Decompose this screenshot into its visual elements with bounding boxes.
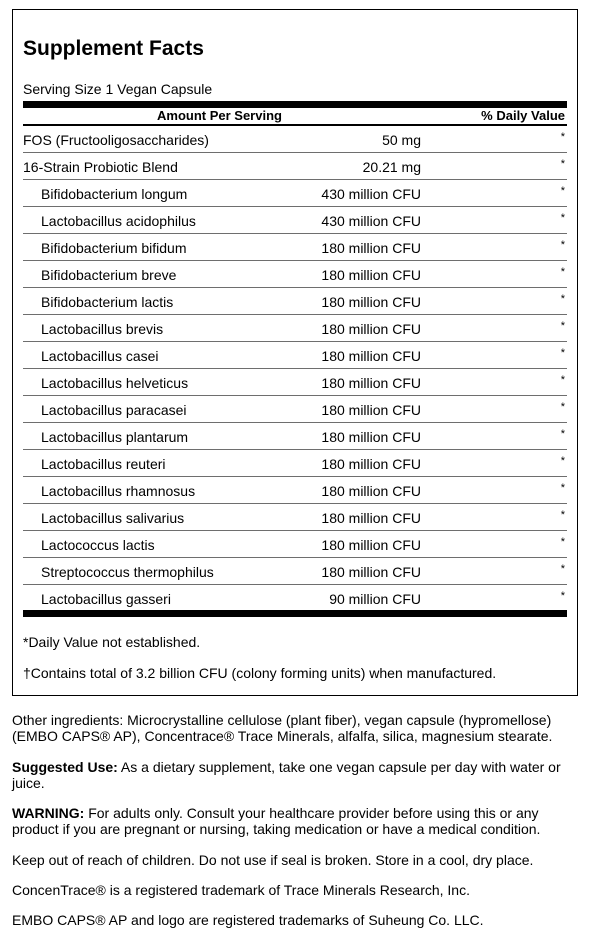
table-row xyxy=(23,234,567,261)
row-amount: 90 million CFU xyxy=(329,591,421,607)
row-ingredient-name: Bifidobacterium bifidum xyxy=(41,240,187,256)
row-ingredient-name: FOS (Fructooligosaccharides) xyxy=(23,132,209,148)
panel-title: Supplement Facts xyxy=(23,37,204,60)
row-daily-value: * xyxy=(560,536,565,548)
other-ingredients: Other ingredients: Microcrystalline cellulose (plant fiber), vegan capsule (hypromellose) (EMBO CAPS® AP), Concentrace® Trace Minerals, alfalfa, silica, magnesium stearate. xyxy=(12,712,553,744)
table-row xyxy=(23,450,567,477)
table-row xyxy=(23,207,567,234)
row-daily-value: * xyxy=(560,347,565,359)
row-ingredient-name: Lactobacillus rhamnosus xyxy=(41,483,196,499)
row-daily-value: * xyxy=(560,590,565,602)
table-row xyxy=(23,153,567,180)
row-daily-value: * xyxy=(560,401,565,413)
row-ingredient-name: Bifidobacterium breve xyxy=(41,267,177,283)
trademark-concentrace: ConcenTrace® is a registered trademark of Trace Minerals Research, Inc. xyxy=(12,882,470,898)
row-daily-value: * xyxy=(560,131,565,143)
row-amount: 180 million CFU xyxy=(321,240,421,256)
storage-instructions: Keep out of reach of children. Do not use if seal is broken. Store in a cool, dry place. xyxy=(12,852,534,868)
row-daily-value: * xyxy=(560,428,565,440)
trademark-embo: EMBO CAPS® AP and logo are registered trademarks of Suheung Co. LLC. xyxy=(12,912,484,928)
row-ingredient-name: Lactobacillus acidophilus xyxy=(41,213,196,229)
row-ingredient-name: Bifidobacterium longum xyxy=(41,186,188,202)
warning xyxy=(12,805,584,837)
row-ingredient-name: Lactobacillus salivarius xyxy=(41,510,185,526)
row-amount: 20.21 mg xyxy=(362,159,421,175)
row-amount: 180 million CFU xyxy=(321,294,421,310)
table-row xyxy=(23,288,567,315)
thick-divider-bottom xyxy=(23,610,567,617)
suggested-use xyxy=(12,759,584,791)
row-ingredient-name: Lactobacillus paracasei xyxy=(41,402,187,418)
row-amount: 180 million CFU xyxy=(321,402,421,418)
row-amount: 430 million CFU xyxy=(321,186,421,202)
row-daily-value: * xyxy=(560,293,565,305)
row-ingredient-name: Lactobacillus reuteri xyxy=(41,456,166,472)
row-daily-value: * xyxy=(560,509,565,521)
row-amount: 430 million CFU xyxy=(321,213,421,229)
warning-text: For adults only. Consult your healthcare provider before using this or any product if you are pregnant or nursing, taking medication or have a medical condition. xyxy=(12,805,541,837)
row-daily-value: * xyxy=(560,266,565,278)
row-amount: 50 mg xyxy=(382,132,421,148)
row-amount: 180 million CFU xyxy=(321,537,421,553)
row-ingredient-name: Lactobacillus gasseri xyxy=(41,591,171,607)
row-ingredient-name: Lactococcus lactis xyxy=(41,537,155,553)
row-amount: 180 million CFU xyxy=(321,564,421,580)
row-daily-value: * xyxy=(560,482,565,494)
table-row xyxy=(23,261,567,288)
table-row xyxy=(23,477,567,504)
row-ingredient-name: Streptococcus thermophilus xyxy=(41,564,214,580)
header-daily-value: % Daily Value xyxy=(481,108,565,123)
row-ingredient-name: Lactobacillus casei xyxy=(41,348,159,364)
table-row xyxy=(23,342,567,369)
row-ingredient-name: Lactobacillus helveticus xyxy=(41,375,189,391)
header-amount-per-serving: Amount Per Serving xyxy=(157,108,282,123)
table-row xyxy=(23,369,567,396)
table-row xyxy=(23,531,567,558)
table-row xyxy=(23,315,567,342)
table-row xyxy=(23,558,567,585)
row-ingredient-name: Bifidobacterium lactis xyxy=(41,294,174,310)
suggested-use-label: Suggested Use: xyxy=(12,759,118,775)
row-amount: 180 million CFU xyxy=(321,510,421,526)
facts-table xyxy=(23,126,567,612)
table-row xyxy=(23,180,567,207)
row-daily-value: * xyxy=(560,185,565,197)
serving-size: Serving Size 1 Vegan Capsule xyxy=(23,81,213,97)
footnote-cfu: †Contains total of 3.2 billion CFU (colony forming units) when manufactured. xyxy=(23,665,497,681)
table-row xyxy=(23,423,567,450)
table-row xyxy=(23,396,567,423)
row-ingredient-name: 16-Strain Probiotic Blend xyxy=(23,159,178,175)
footnote-daily-value: *Daily Value not established. xyxy=(23,634,201,650)
row-daily-value: * xyxy=(560,320,565,332)
suggested-use-text: As a dietary supplement, take one vegan capsule per day with water or juice. xyxy=(12,759,561,791)
row-amount: 180 million CFU xyxy=(321,267,421,283)
row-daily-value: * xyxy=(560,563,565,575)
row-daily-value: * xyxy=(560,212,565,224)
row-ingredient-name: Lactobacillus plantarum xyxy=(41,429,189,445)
row-amount: 180 million CFU xyxy=(321,375,421,391)
row-amount: 180 million CFU xyxy=(321,321,421,337)
supplement-facts-panel xyxy=(12,9,578,696)
table-row xyxy=(23,126,567,153)
thick-divider-top xyxy=(23,101,567,108)
table-header xyxy=(23,108,567,124)
warning-label: WARNING: xyxy=(12,805,85,821)
table-row xyxy=(23,504,567,531)
row-daily-value: * xyxy=(560,239,565,251)
row-daily-value: * xyxy=(560,374,565,386)
table-row xyxy=(23,585,567,612)
row-daily-value: * xyxy=(560,455,565,467)
row-ingredient-name: Lactobacillus brevis xyxy=(41,321,164,337)
row-amount: 180 million CFU xyxy=(321,483,421,499)
row-daily-value: * xyxy=(560,158,565,170)
row-amount: 180 million CFU xyxy=(321,429,421,445)
row-amount: 180 million CFU xyxy=(321,456,421,472)
row-amount: 180 million CFU xyxy=(321,348,421,364)
